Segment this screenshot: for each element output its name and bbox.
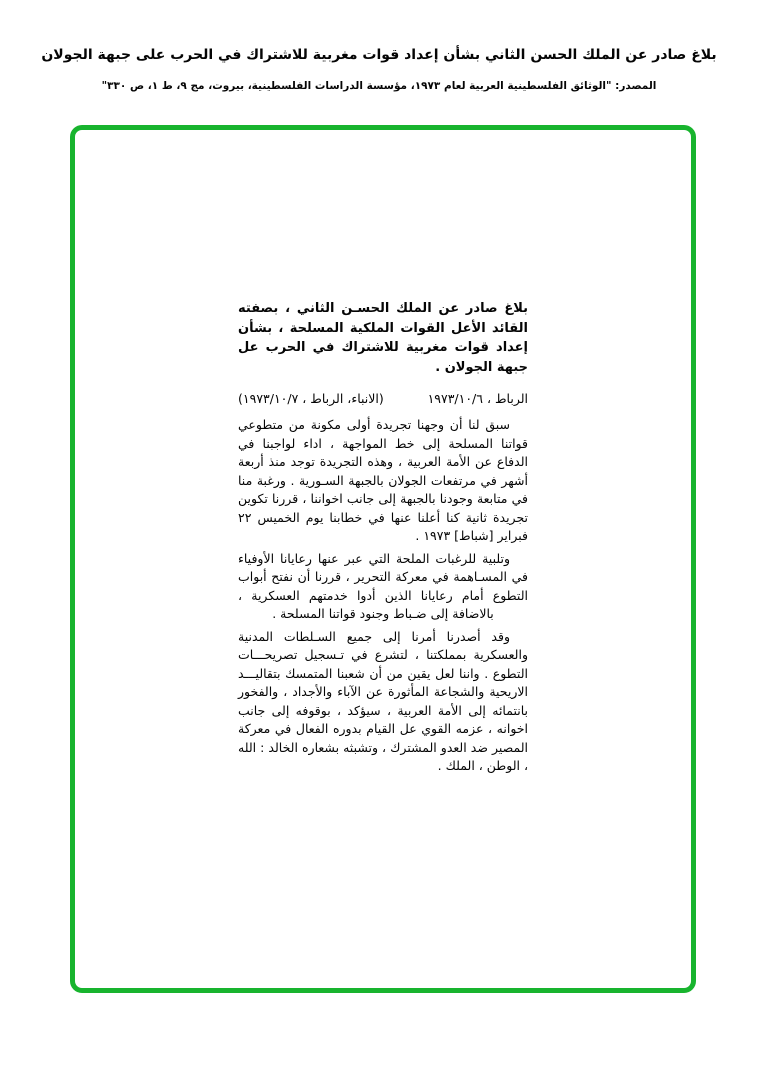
document-title: بلاغ صادر عن الملك الحسـن الثاني ، بصفته القائد الأعل القوات الملكية المسلحة ، بشأن إعداد قوات مغربية للاشتراك في الحرب عل جبهة الجولان . xyxy=(238,301,528,375)
paragraph-first-detachment: سبق لنا أن وجهنا تجريدة أولى مكونة من متطوعي قواتنا المسلحة إلى خط المواجهة ، اداء لواجبنا في الدفاع عن الأمة العربية ، وهذه التجريدة توجد منذ أربعة أشهر في مرتفعات الجولان بالجبهة السـورية . ورغبة منا في متابعة وجودنا بالجبهة إلى جانب اخواننا ، قررنا تكوين تجريدة ثانية كنا أعلنا عنها في خطابنا يوم الخميس ٢٢ فبراير [شباط] ١٩٧٣ . xyxy=(238,417,528,543)
header-source-citation: المصدر: "الوثائق الفلسطينية العربية لعام ١٩٧٣، مؤسسة الدراسات الفلسطينية، بيروت، مج ٩، ط ١، ص ٣٣٠" xyxy=(101,79,657,92)
page-header xyxy=(0,46,758,92)
header-title: بلاغ صادر عن الملك الحسن الثاني بشأن إعداد قوات مغربية للاشتراك في الحرب على جبهة الجولان xyxy=(41,47,717,63)
dateline xyxy=(238,391,528,406)
document-body xyxy=(238,299,528,776)
dateline-place-date: الرباط ، ١٩٧٣/١٠/٦ xyxy=(427,391,528,406)
paragraph-volunteering: وتلبية للرغبات الملحة التي عبر عنها رعايانا الأوفياء في المسـاهمة في معركة التحرير ، قررنا أن نفتح أبواب التطوع أمام رعايانا الذين أدوا خدمتهم العسكرية ، بالاضافة إلى ضـباط وجنود قواتنا المسلحة . xyxy=(238,550,528,621)
paragraph-orders-and-motto: وقد أصدرنا أمرنا إلى جميع السـلطات المدنية والعسكرية بمملكتنا ، لتشرع في تـسجيل تصريحـــات التطوع . واننا لعل يقين من أن شعبنا المتمسك بتقاليـــد الاريحية والشجاعة المأثورة عن الآباء والأجداد ، والفخور بانتمائه إلى الأمة العربية ، سيؤكد ، بوقوفه إلى جانب اخوانه ، عزمه القوي عل القيام بدوره الفعال في معركة المصير ضد العدو المشترك ، وتشبثه بشعاره الخالد : الله ، الوطن ، الملك . xyxy=(238,628,528,773)
green-frame xyxy=(70,125,696,993)
dateline-agency-note: (الانباء، الرباط ، ١٩٧٣/١٠/٧) xyxy=(238,391,384,406)
